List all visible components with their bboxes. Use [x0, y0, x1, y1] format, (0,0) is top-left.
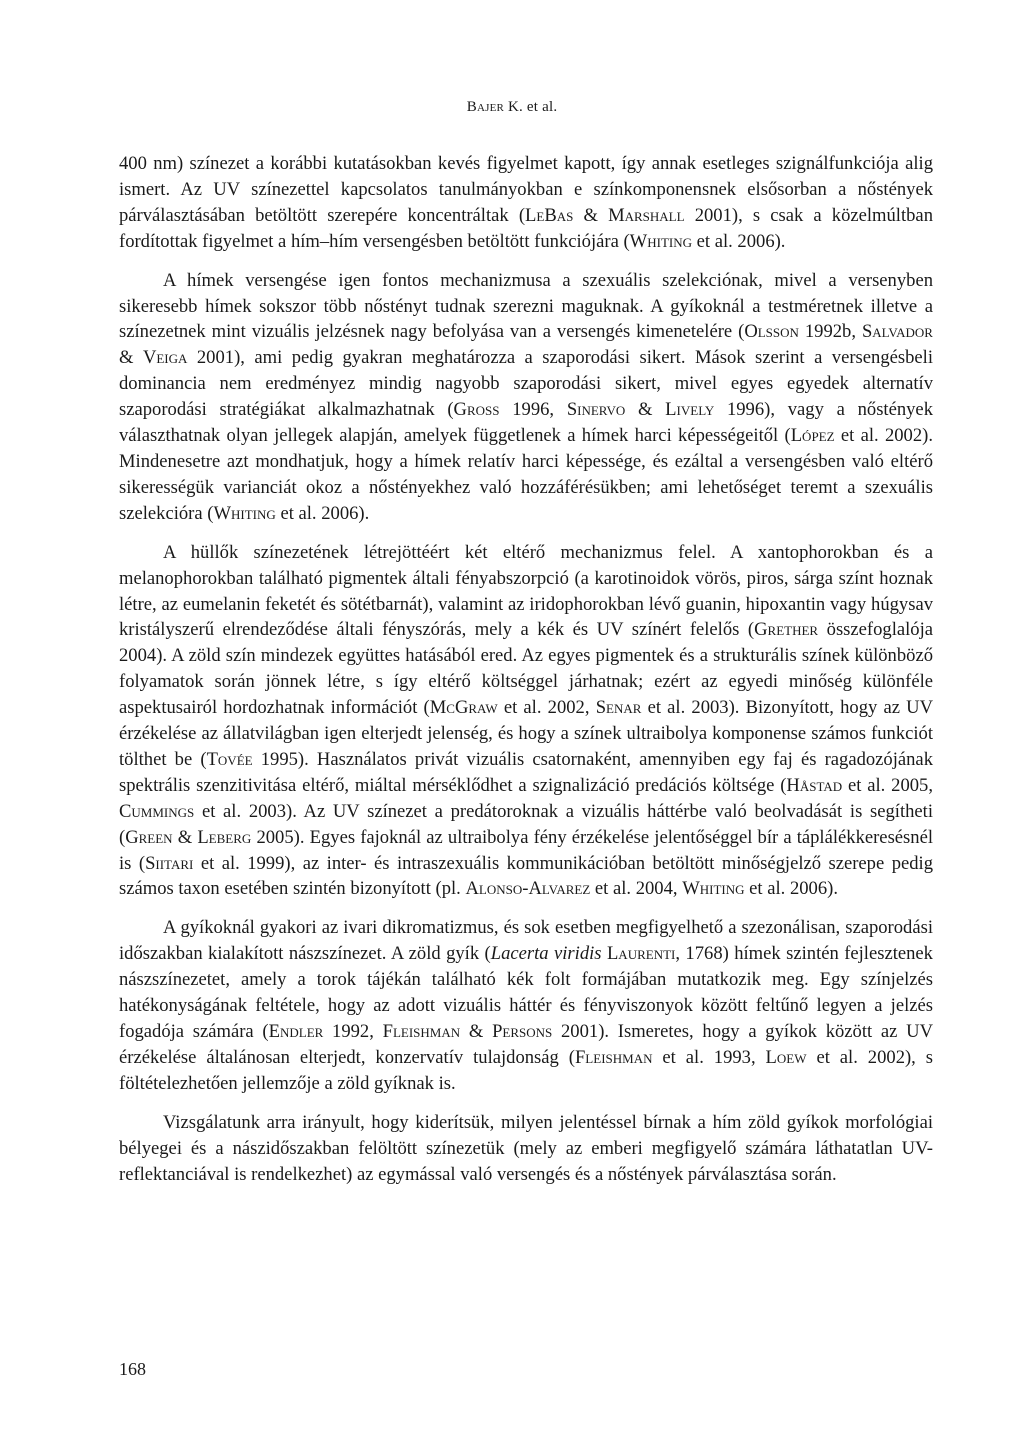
- page-number: 168: [119, 1359, 146, 1379]
- citation-author: Cummings: [119, 800, 195, 822]
- text-run: et al. 1999), az inter- és intraszexuális kommunikációban betöltött minőségjelző szerepe pedig számos taxon esetében szintén bizonyított (pl.: [119, 852, 934, 900]
- citation-author: Håstad: [786, 774, 843, 796]
- paragraph: [119, 915, 933, 1096]
- citation-author: Endler: [268, 1021, 324, 1042]
- citation-author: Alonso-Alvarez: [465, 878, 591, 900]
- body-text: [119, 151, 933, 1187]
- running-head-author: Bajer: [466, 99, 505, 115]
- citation-author: Leberg: [197, 826, 252, 848]
- text-run: 2001). Ismeretes, hogy a gyíkok között az UV érzékelése általánosan elterjedt, konzervatív tulajdonság (: [119, 1021, 933, 1068]
- citation-author: Grether: [754, 619, 819, 641]
- citation-author: Siitari: [145, 852, 194, 874]
- text-run: et al. 2004,: [590, 878, 683, 900]
- citation-author: Green: [125, 826, 173, 848]
- running-head: [0, 99, 1024, 116]
- citation-author: Senar: [595, 697, 642, 719]
- text-run: A hímek versengése igen fontos mechanizmusa a szexuális szelekciónak, mivel a versenyben sikeresebb hímek sokszor több nőstényt tudnak szerezni maguknak. A gyíkoknál a testméretnek illetve a színezetnek mint vizuális jelzésnek nagy befolyása van a versengés kimenetelére (: [119, 269, 933, 343]
- text-run: &: [460, 1021, 493, 1042]
- text-run: et al. 2002), s föltételezhetően jellemzője a zöld gyíknak is.: [119, 1046, 934, 1094]
- text-run: összefoglalója 2004). A zöld szín mindezek együttes hatásából ered. Az egyes pigmentek és a strukturális színek különböző folyamatok során jönnek létre, s így eltérő költséggel járhatnak; ezért az egyedi minőség különféle aspektusairól hordozhatnak információt (: [119, 619, 934, 719]
- citation-author: Sinervo: [566, 399, 626, 421]
- citation-author: Veiga: [142, 347, 188, 369]
- text-run: &: [172, 826, 198, 848]
- text-run: &: [625, 399, 666, 421]
- text-run: et al. 2003). Bizonyított, hogy az UV érzékelése az állatvilágban igen elterjedt jelenség, és hogy a színek ultraibolya komponense számos funkciót tölthet be (: [119, 697, 933, 770]
- text-run: &: [119, 347, 143, 369]
- paragraph: [119, 268, 933, 527]
- citation-author: Whiting: [629, 230, 692, 252]
- citation-author: Tovée: [206, 748, 253, 770]
- citation-author: Laurenti: [606, 943, 676, 965]
- paragraph: [119, 540, 933, 903]
- text-run: A gyíkoknál gyakori az ivari dikromatizmus, és sok esetben megfigyelhető a szezonálisan, szaporodási időszakban kialakított nászszínezet. A zöld gyík (: [119, 917, 933, 965]
- text-run: 1996,: [499, 399, 567, 421]
- citation-author: Gross: [453, 399, 500, 421]
- text-run: 400 nm) színezet a korábbi kutatásokban kevés figyelmet kapott, így annak esetleges szignálfunkciója alig ismert. Az UV színezettel kapcsolatos tanulmányokban e színkomponensnek elsősorban a nőstények párválasztásában betöltött szerepére koncentráltak (: [119, 153, 933, 226]
- citation-author: Whiting: [213, 502, 276, 524]
- citation-author: Loew: [765, 1046, 807, 1068]
- citation-author: McGraw: [429, 697, 498, 719]
- citation-author: Olsson: [744, 321, 799, 343]
- species-name: Lacerta viridis: [490, 943, 602, 965]
- text-run: 1992,: [323, 1021, 383, 1042]
- running-head-etal: K. et al.: [504, 99, 558, 115]
- citation-author: Fleishman: [382, 1021, 461, 1042]
- citation-author: Salvador: [861, 321, 933, 343]
- text-run: 1992b,: [798, 321, 862, 343]
- text-run: 2005). Egyes fajoknál az ultraibolya fény érzékelése jelentőséggel bír a táplálékkeresésnél is (: [119, 826, 934, 874]
- text-run: et al. 2006).: [744, 878, 838, 900]
- citation-author: Fleishman: [574, 1046, 653, 1068]
- text-run: et al. 2006).: [692, 230, 786, 252]
- citation-author: Persons: [492, 1021, 553, 1042]
- text-run: 1996), vagy a nőstények választhatnak olyan jellegek alapján, amelyek függetlenek a hímek harci képességeitől (: [119, 399, 933, 447]
- citation-author: López: [790, 425, 835, 447]
- citation-author: Marshall: [608, 204, 685, 226]
- paragraph: [119, 151, 933, 255]
- citation-author: LeBas: [525, 204, 574, 226]
- text-run: 2001), ami pedig gyakran meghatározza a szaporodási sikert. Mások szerint a versengésbeli dominancia nem eredményez mindig nagyobb szaporodási sikert, mivel egyes egyedek alternatív szaporodási stratégiákat alkalmazhatnak (: [119, 347, 933, 421]
- text-run: et al. 2002,: [497, 697, 596, 719]
- text-run: Vizsgálatunk arra irányult, hogy kiderítsük, milyen jelentéssel bírnak a hím zöld gyíkok morfológiai bélyegei és a nászidőszakban felöltött színezetük (mely az emberi megfigyelő számára láthatatlan UV-reflektanciával is rendelkezhet) az egymással való versengés és a nőstények párválasztása során.: [119, 1111, 933, 1185]
- text-run: 1995). Használatos privát vizuális csatornaként, amennyiben egy faj és ragadozójának spektrális szenzitivitása eltérő, miáltal mérséklődhet a szignalizáció predációs költsége (: [119, 748, 933, 796]
- citation-author: Lively: [665, 399, 715, 421]
- text-run: et al. 2005,: [842, 774, 933, 796]
- paragraph: [119, 1110, 933, 1188]
- text-run: et al. 2006).: [275, 502, 370, 524]
- text-run: , 1768) hímek szintén fejlesztenek nászszínezetet, amely a torok tájékán található kék folt formájában mutatkozik meg. Egy színjelzés hatékonyságának feltétele, hogy az adott vizuális háttér és fényviszonyok között feltűnő legyen a jelzés fogadója számára (: [119, 943, 933, 1042]
- text-run: A hüllők színezetének létrejöttéért két eltérő mechanizmus felel. A xantophorokban és a melanophorokban található pigmentek általi fényabszorpció (a karotinoidok vörös, piros, sárga színt hoznak létre, az eumelanin feketét és sötétbarnát), valamint az iridophorokban lévő guanin, hipoxantin vagy húgysav kristályszerű elrendeződése általi fényszórás, mely a kék és UV színért felelős (: [119, 541, 933, 641]
- text-run: &: [573, 204, 609, 226]
- text-run: 2001), s csak a közelmúltban fordítottak figyelmet a hím–hím versengésben betöltött funkciójára (: [119, 204, 933, 252]
- text-run: et al. 2003). Az UV színezet a predátoroknak a vizuális háttérbe való beolvadását is segítheti (: [119, 800, 933, 848]
- citation-author: Whiting: [682, 878, 745, 900]
- text-run: et al. 1993,: [652, 1046, 766, 1068]
- text-run: et al. 2002). Mindenesetre azt mondhatjuk, hogy a hímek relatív harci képessége, és ezáltal a versengésben való eltérő sikerességük varianciát okoz a nőstényekhez való hozzáférésükben; ami lehetőséget teremt a szexuális szelekcióra (: [119, 425, 933, 524]
